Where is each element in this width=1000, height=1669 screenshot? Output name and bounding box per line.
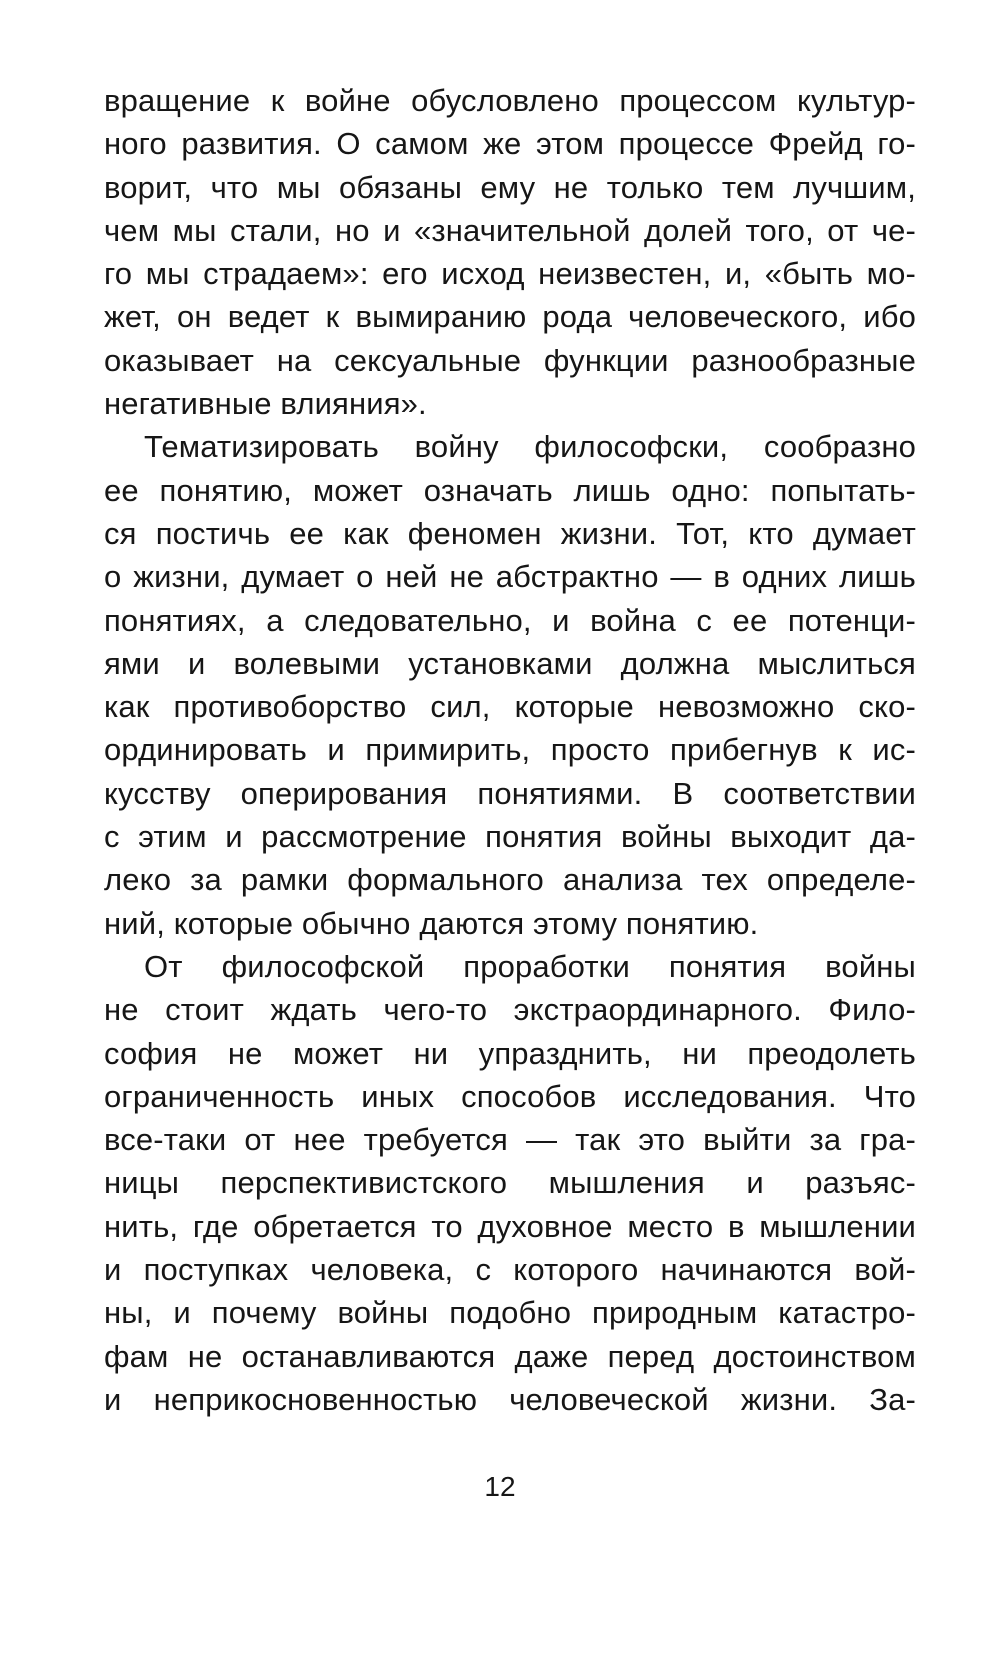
text-line: о жизни, думает о ней не абстрактно — в одних лишь: [104, 559, 916, 595]
text-line: ее понятию, может означать лишь одно: попытать-: [104, 472, 916, 508]
text-line: ворит, что мы обязаны ему не только тем лучшим,: [104, 169, 916, 205]
text-line: ями и волевыми установками должна мыслиться: [104, 645, 916, 681]
text-line: как противоборство сил, которые невозможно ско-: [104, 689, 916, 725]
text-line: ницы перспективистского мышления и разъяс-: [104, 1165, 916, 1201]
paragraph: [104, 79, 916, 425]
text-line: кусству оперирования понятиями. В соответствии: [104, 775, 916, 811]
text-line: фам не останавливаются даже перед достоинством: [104, 1338, 916, 1374]
text-line: нить, где обретается то духовное место в мышлении: [104, 1208, 916, 1244]
paragraph: [104, 945, 916, 1421]
paragraph: [104, 425, 916, 945]
text-line: го мы страдаем»: его исход неизвестен, и, «быть мо-: [104, 256, 916, 292]
text-line: вращение к войне обусловлено процессом культур-: [104, 83, 916, 118]
text-line: софия не может ни упразднить, ни преодолеть: [104, 1035, 916, 1071]
text-line: с этим и рассмотрение понятия войны выходит да-: [104, 819, 916, 855]
text-line: леко за рамки формального анализа тех определе-: [104, 862, 916, 898]
text-line: ся постичь ее как феномен жизни. Тот, кто думает: [104, 515, 916, 551]
text-line: оказывает на сексуальные функции разнообразные: [104, 342, 916, 378]
text-line: и неприкосновенностью человеческой жизни. За-: [104, 1381, 916, 1417]
text-line: ного развития. О самом же этом процессе Фрейд го-: [104, 126, 916, 162]
page-number: 12: [484, 1471, 516, 1502]
text-line: и поступках человека, с которого начинаются вой-: [104, 1252, 916, 1288]
text-line: ограниченность иных способов исследования. Что: [104, 1078, 916, 1114]
text-line: все-таки от нее требуется — так это выйти за гра-: [104, 1122, 916, 1158]
text-line: От философской проработки понятия войны: [144, 948, 916, 984]
text-line: ний, которые обычно даются этому понятию.: [104, 905, 759, 941]
text-line: негативные влияния».: [104, 386, 427, 422]
text-line: понятиях, а следовательно, и война с ее потенци-: [104, 602, 916, 638]
text-line: ординировать и примирить, просто прибегнув к ис-: [104, 732, 916, 768]
text-line: жет, он ведет к вымиранию рода человеческого, ибо: [104, 299, 916, 335]
text-line: не стоит ждать чего-то экстраординарного. Фило-: [104, 992, 916, 1028]
text-line: Тематизировать войну философски, сообразно: [144, 429, 916, 465]
text-line: чем мы стали, но и «значительной долей того, от че-: [104, 212, 916, 248]
text-line: ны, и почему войны подобно природным катастро-: [104, 1295, 916, 1331]
body-text: [104, 79, 916, 1421]
